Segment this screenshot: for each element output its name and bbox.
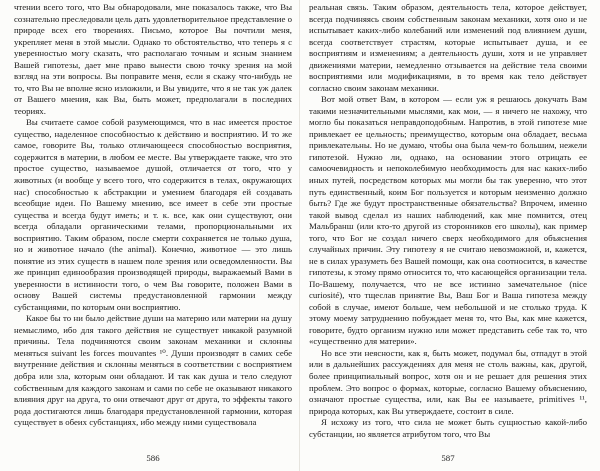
left-paragraph-3: Какое бы то ни было действие души на материю или материи на душу немыслимо, ибо для такого действия не существует никакой разумной причины. Тела подчиняются своим законам механики и склонны меняться suivant les forces mouvantes ¹⁰. Души производят в самих себе внутренние действия и склонны меняться в соответствии с восприятием добра или зла, которым они обладают. И так как душа и тело следуют собственным для каждого законам и сами по себе не оказывают никакого влияния друг на друга, то они отвечают друг от друга, то эффекты такого рода достигаются лишь благодаря предустановленной гармонии, которая существует в обеих субстанциях, ибо между ними существовала: [14, 313, 292, 428]
left-paragraph-1: чтении всего того, что Вы обнародовали, мне показалось также, что Вы сознательно преследовали цель дать удовлетворительное представление о природе всех его творениях. Письмо, которое Вы почтили меня, укрепляет меня в этой мысли. Однако то обстоятельство, что теперь я с уверенностью могу сказать, что располагаю точным и ясным знанием Вашей гипотезы, дает мне право вынести свою точку зрения на мой взгляд на эти вопросы. Вы поправите меня, если я скажу что-нибудь не то, что Вы не вполне ясно изложили, и Вы увидите, что я не так уж далек от Вашего мнения, как Вы, быть может, предполагали в последних теориях.: [14, 2, 292, 116]
left-paragraph-2: Вы считаете самое собой разумеющимся, что в нас имеется простое существо, наделенное способностью к действию и восприятию. И то же самое, говорите Вы, только отличающееся способностью восприятия, содержится в материи, в любом ее месте. Вы утверждаете также, что это простое существо, называемое душой, отличается от того, что у животных (и вообще у всего того, что содержится в телах, окружающих нас) способностью к абстракции и умением благодаря ей создавать всеобщие идеи. По Вашему мнению, все имеет в себе эти простые существа и всегда будут иметь; и т. к. все, как они существуют, они всегда обладали органическими телами, пропорциональными их восприятию. Таким образом, после смерти сохраняется не только душа, но и животное начало (the animal). Конечно, животное — это лишь понятие из этих существ в нашем поле зрения или осведомленности. Вы же принцип единообразия производящей природы, выражаемый Вами в уверенности в истинности того, о чем Вы говорите, положен Вами в основу Вашей системы предустановленной гармонии между субстанциями, по которым они восприятию.: [14, 117, 292, 312]
right-page-text: [309, 2, 587, 444]
right-paragraph-1: реальная связь. Таким образом, деятельность тела, которое действует, всегда подчиняясь своим собственным законам механики, хотя оно и не испытывает каких-либо колебаний или изменений под влиянием души, всегда соответствует страстям, которые испытывает душа, и ее восприятиям и изменениям; а деятельность души, хотя и не управляет движениями материи, немедленно отзывается на действие тела своими восприятиями или модификациями, в то время как тело действует согласно своим законам механики.: [309, 2, 587, 93]
left-page-number: 586: [146, 453, 160, 463]
right-paragraph-4: Я исхожу из того, что сила не может быть сущностью какой-либо субстанции, но является атрибутом того, что Вы: [309, 417, 587, 439]
left-page-text: [14, 2, 292, 444]
right-page-number: 587: [441, 453, 455, 463]
right-page: [309, 2, 587, 467]
right-paragraph-2: Вот мой ответ Вам, в котором — если уж я решаюсь докучать Вам такими незначительными мыслями, как мои, — я ничего не нахожу, что могло бы показаться неправдоподобным. Напротив, в этой гипотезе мне привлекает ее цельность; преимущество, которым она обладает, весьма привлекательны. Но не думаю, чтобы она была чем-то большим, нежели гипотезой. Нужно ли, однако, на основании этого отрицать ее самоочевидность и непоколебимую необходимость для нас каких-либо иных путей, посредством которых мы могли бы так уверенно, что этот путь единственный, коим Бог пользуется и которым неизменно должно быть? Где же будут пространственные обязательства? Впрочем, именно такой вывод сделал из наших наблюдений, как мне помнится, отец Мальбранш (или кто-то другой из сторонников его школы), как пример того, что Бог не создал ничего сверх необходимого для объяснения случайных причин. Эту гипотезу я не считаю невозможной, и, кажется, не в силах уразуметь без Вашей помощи, как она соотносится, в качестве гипотезы, к этому прямо относится то, что касающейся организации тела. По-Вашему, получается, что не все истинно замечательное (nice curiosité), что тщеслав принятие Вы, Ваш Бог и Ваша гипотеза между собой в случае, имеют больше, чем небольшой и не столько труда. К этому моему затруднению побуждает меня то, что Вы, как мне кажется, говорите, будто организм нужно или может представить себе так то, что «существенно для материи».: [309, 94, 587, 347]
left-page: [14, 2, 292, 467]
right-paragraph-3: Но все эти неясности, как я, быть может, подумал бы, отпадут в этой или в дальнейших рассуждениях для меня не столь важны, как, другой, более принципиальный вопрос, хотя он и не решает для решения этих проблем. Это вопрос о формах, которые, согласно Вашему объяснению, означают простые существа, или, как Вы ее называете, primitives ¹¹, природа которых, как Вы утверждаете, состоит в силе.: [309, 347, 587, 416]
gutter-divider: [299, 0, 300, 471]
